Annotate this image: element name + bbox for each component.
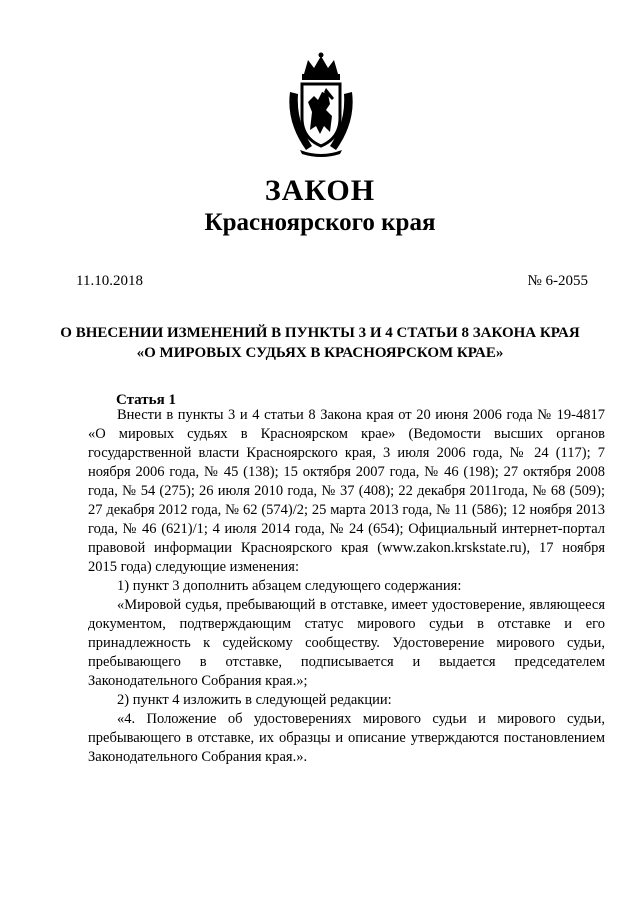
paragraph: Внести в пункты 3 и 4 статьи 8 Закона края от 20 июня 2006 года № 19-4817 «О мировых судьях в Красноярском крае» (Ведомости высших органов государственной власти Красноярского края, 3 июля 2006 года, № 24 (117); 7 ноября 2006 года, № 45 (138); 15 октября 2007 года, № 46 (198); 27 октября 2008 года, № 54 (275); 26 июля 2010 года, № 37 (408); 22 декабря 2011года, № 68 (509); 27 декабря 2012 года, № 62 (574)/2; 25 марта 2013 года, № 11 (586); 12 ноября 2013 года, № 46 (621)/1; 4 июля 2014 года, № 24 (654); Официальный интернет-портал правовой информации Красноярского края (www.zakon.krskstate.ru), 17 ноября 2015 года) следующие изменения: bbox=[88, 407, 605, 575]
paragraph: 2) пункт 4 изложить в следующей редакции: bbox=[117, 692, 392, 708]
article-body bbox=[88, 406, 605, 767]
document-subtitle: Красноярского края bbox=[204, 209, 436, 236]
coat-of-arms-icon bbox=[286, 52, 356, 158]
paragraph: «Мировой судья, пребывающий в отставке, имеет удостоверение, являющееся документом, подтверждающим статус мирового судьи в отставке и его принадлежность к судейскому сообществу. Удостоверение мирового судьи, пребывающего в отставке, подписывается и выдается председателем Законодательного Собрания края.»; bbox=[88, 597, 605, 689]
document-heading-line-1: О ВНЕСЕНИИ ИЗМЕНЕНИЙ В ПУНКТЫ 3 И 4 СТАТЬИ 8 ЗАКОНА КРАЯ bbox=[60, 325, 580, 341]
document-heading-line-2: «О МИРОВЫХ СУДЬЯХ В КРАСНОЯРСКОМ КРАЕ» bbox=[136, 345, 504, 361]
document-date: 11.10.2018 bbox=[76, 273, 143, 289]
document-title: ЗАКОН bbox=[264, 174, 376, 207]
document-number: № 6-2055 bbox=[527, 273, 588, 289]
paragraph: 1) пункт 3 дополнить абзацем следующего содержания: bbox=[117, 578, 462, 594]
article-title: Статья 1 bbox=[116, 392, 176, 408]
paragraph: «4. Положение об удостоверениях мирового судьи и мирового судьи, пребывающего в отставке, их образцы и описание утверждаются постановлением Законодательного Собрания края.». bbox=[88, 711, 605, 765]
